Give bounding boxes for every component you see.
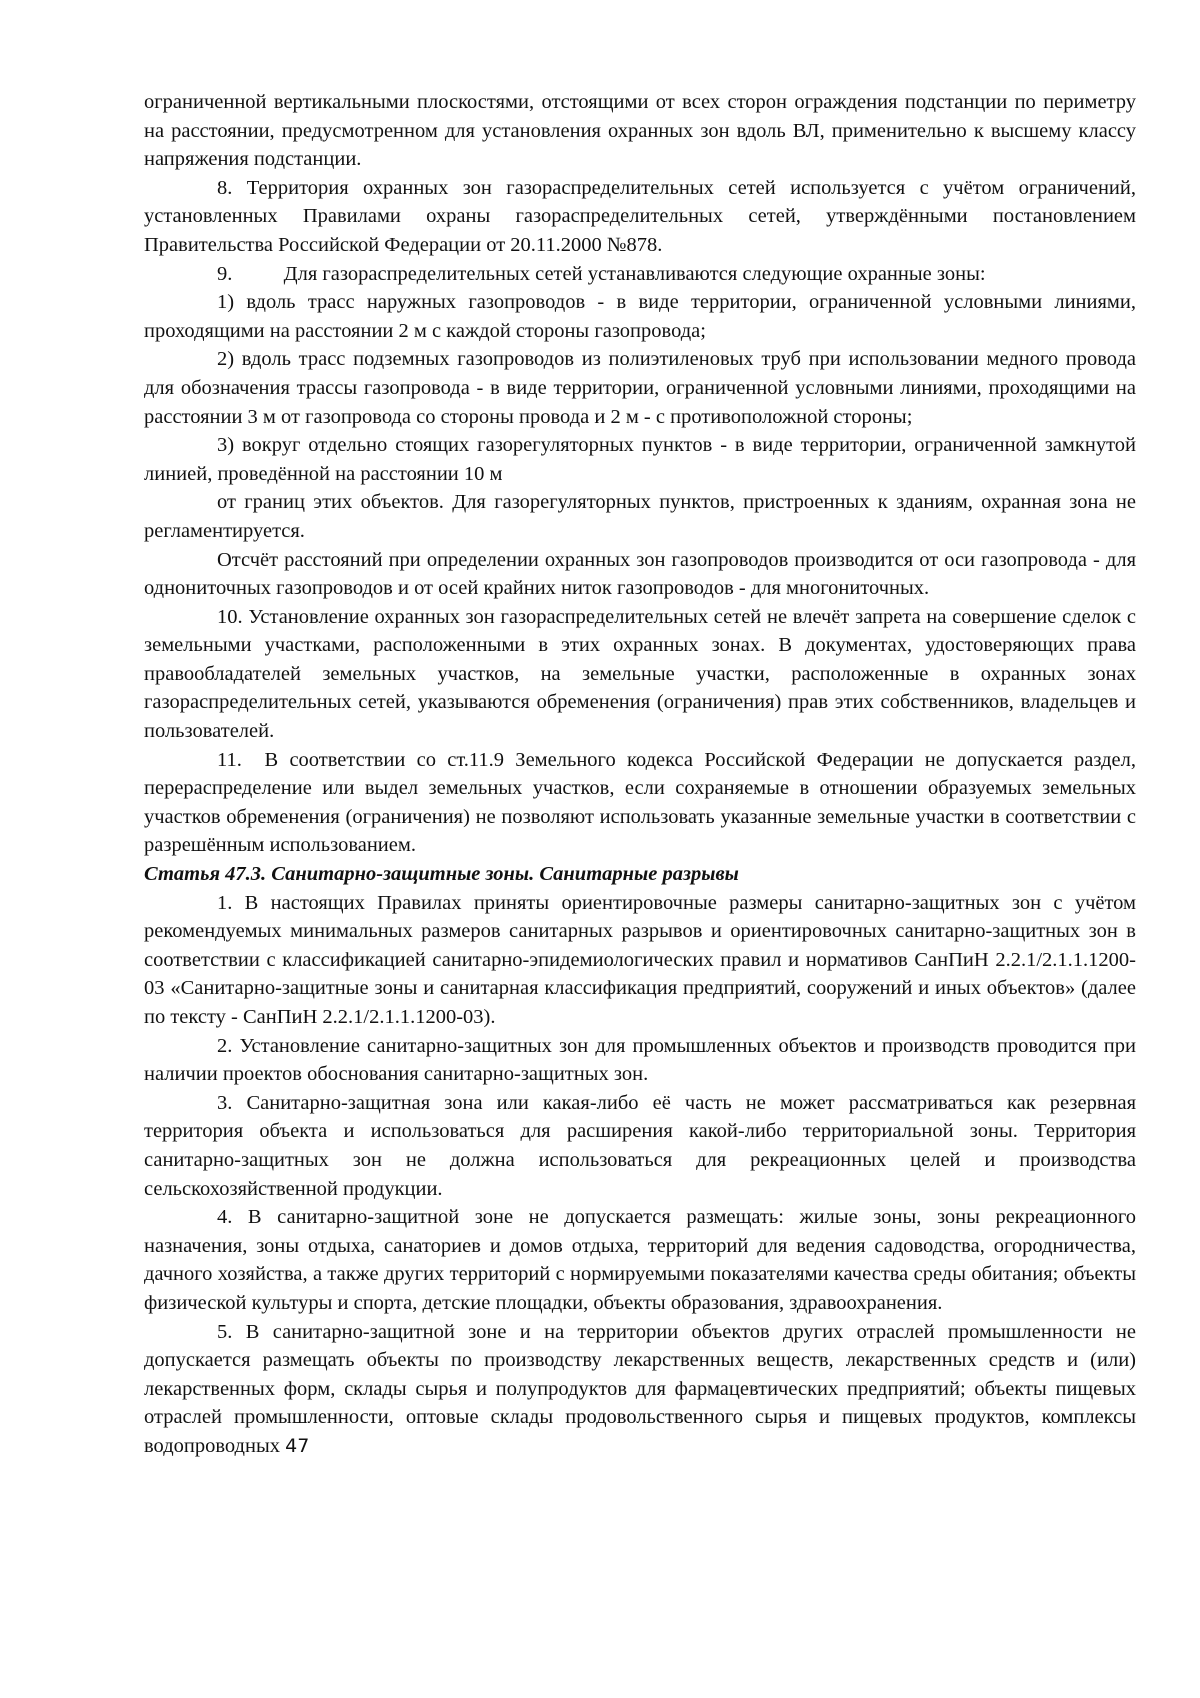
paragraph-article-item-4: 4. В санитарно-защитной зоне не допускается размещать: жилые зоны, зоны рекреационного назначения, зоны отдыха, санаториев и домов отдыха, территорий для ведения садоводства, огородничества, дачного хозяйства, а также других территорий с нормируемыми показателями качества среды обитания; объекты физической культуры и спорта, детские площадки, объекты образования, здравоохранения. bbox=[144, 1206, 1136, 1314]
paragraph-article-item-5 bbox=[144, 1318, 1136, 1461]
paragraph-subitem-3-cont: от границ этих объектов. Для газорегуляторных пунктов, пристроенных к зданиям, охранная зона не регламентируется. bbox=[144, 491, 1136, 542]
document-page bbox=[144, 88, 1142, 1461]
article-heading: Статья 47.3. Санитарно-защитные зоны. Санитарные разрывы bbox=[144, 863, 739, 886]
paragraph-subitem-1: 1) вдоль трасс наружных газопроводов - в виде территории, ограниченной условными линиями, проходящими на расстоянии 2 м с каждой стороны газопровода; bbox=[144, 291, 1136, 342]
paragraph-article-item-5-text: 5. В санитарно-защитной зоне и на территории объектов других отраслей промышленности не допускается размещать объекты по производству лекарственных веществ, лекарственных средств и (или) лекарственных форм, склады сырья и полупродуктов для фармацевтических предприятий; объекты пищевых отраслей промышленности, оптовые склады продовольственного сырья и пищевых продуктов, комплексы водопроводных bbox=[144, 1320, 1136, 1457]
paragraph-item-8: 8. Территория охранных зон газораспределительных сетей используется с учётом ограничений, установленных Правилами охраны газораспределительных сетей, утверждёнными постановлением Правительства Российской Федерации от 20.11.2000 №878. bbox=[144, 176, 1136, 256]
paragraph-distance-note: Отсчёт расстояний при определении охранных зон газопроводов производится от оси газопровода - для однониточных газопроводов и от осей крайних ниток газопроводов - для многониточных. bbox=[144, 548, 1136, 600]
paragraph-continuation: ограниченной вертикальными плоскостями, отстоящими от всех сторон ограждения подстанции по периметру на расстоянии, предусмотренном для установления охранных зон вдоль ВЛ, применительно к высшему классу напряжения подстанции. bbox=[144, 91, 1136, 171]
paragraph-subitem-2: 2) вдоль трасс подземных газопроводов из полиэтиленовых труб при использовании медного провода для обозначения трассы газопровода - в виде территории, ограниченной условными линиями, проходящими на расстоянии 3 м от газопровода со стороны провода и 2 м - с противоположной стороны; bbox=[144, 348, 1136, 428]
paragraph-article-item-2: 2. Установление санитарно-защитных зон для промышленных объектов и производств проводится при наличии проектов обоснования санитарно-защитных зон. bbox=[144, 1034, 1136, 1086]
paragraph-item-11: 11. В соответствии со ст.11.9 Земельного кодекса Российской Федерации не допускается раздел, перераспределение или выдел земельных участков, если сохраняемые в отношении образуемых земельных участков обременения (ограничения) не позволяют использовать указанные земельные участки в соответствии с разрешённым использованием. bbox=[144, 748, 1142, 857]
paragraph-article-item-1: 1. В настоящих Правилах приняты ориентировочные размеры санитарно-защитных зон с учётом рекомендуемых минимальных размеров санитарных разрывов и ориентировочных санитарно-защитных зон в соответствии с классификацией санитарно-эпидемиологических правил и нормативов СанПиН 2.2.1/2.1.1.1200-03 «Санитарно-защитные зоны и санитарная классификация предприятий, сооружений и иных объектов» (далее по тексту - СанПиН 2.2.1/2.1.1.1200-03). bbox=[144, 891, 1136, 1028]
paragraph-article-item-3: 3. Санитарно-защитная зона или какая-либо её часть не может рассматриваться как резервная территория объекта и использоваться для расширения какой-либо территориальной зоны. Территория санитарно-защитных зон не должна использоваться для рекреационных целей и производства сельскохозяйственной продукции. bbox=[144, 1091, 1136, 1200]
paragraph-subitem-3: 3) вокруг отдельно стоящих газорегуляторных пунктов - в виде территории, ограниченной замкнутой линией, проведённой на расстоянии 10 м bbox=[144, 434, 1136, 485]
paragraph-item-9: 9. Для газораспределительных сетей устанавливаются следующие охранные зоны: bbox=[217, 262, 986, 285]
page-number: 47 bbox=[285, 1434, 310, 1457]
paragraph-item-10: 10. Установление охранных зон газораспределительных сетей не влечёт запрета на совершение сделок с земельными участками, расположенными в этих охранных зонах. В документах, удостоверяющих права правообладателей земельных участков, на земельные участки, расположенные в охранных зонах газораспределительных сетей, указываются обременения (ограничения) прав этих собственников, владельцев и пользователей. bbox=[144, 605, 1136, 743]
